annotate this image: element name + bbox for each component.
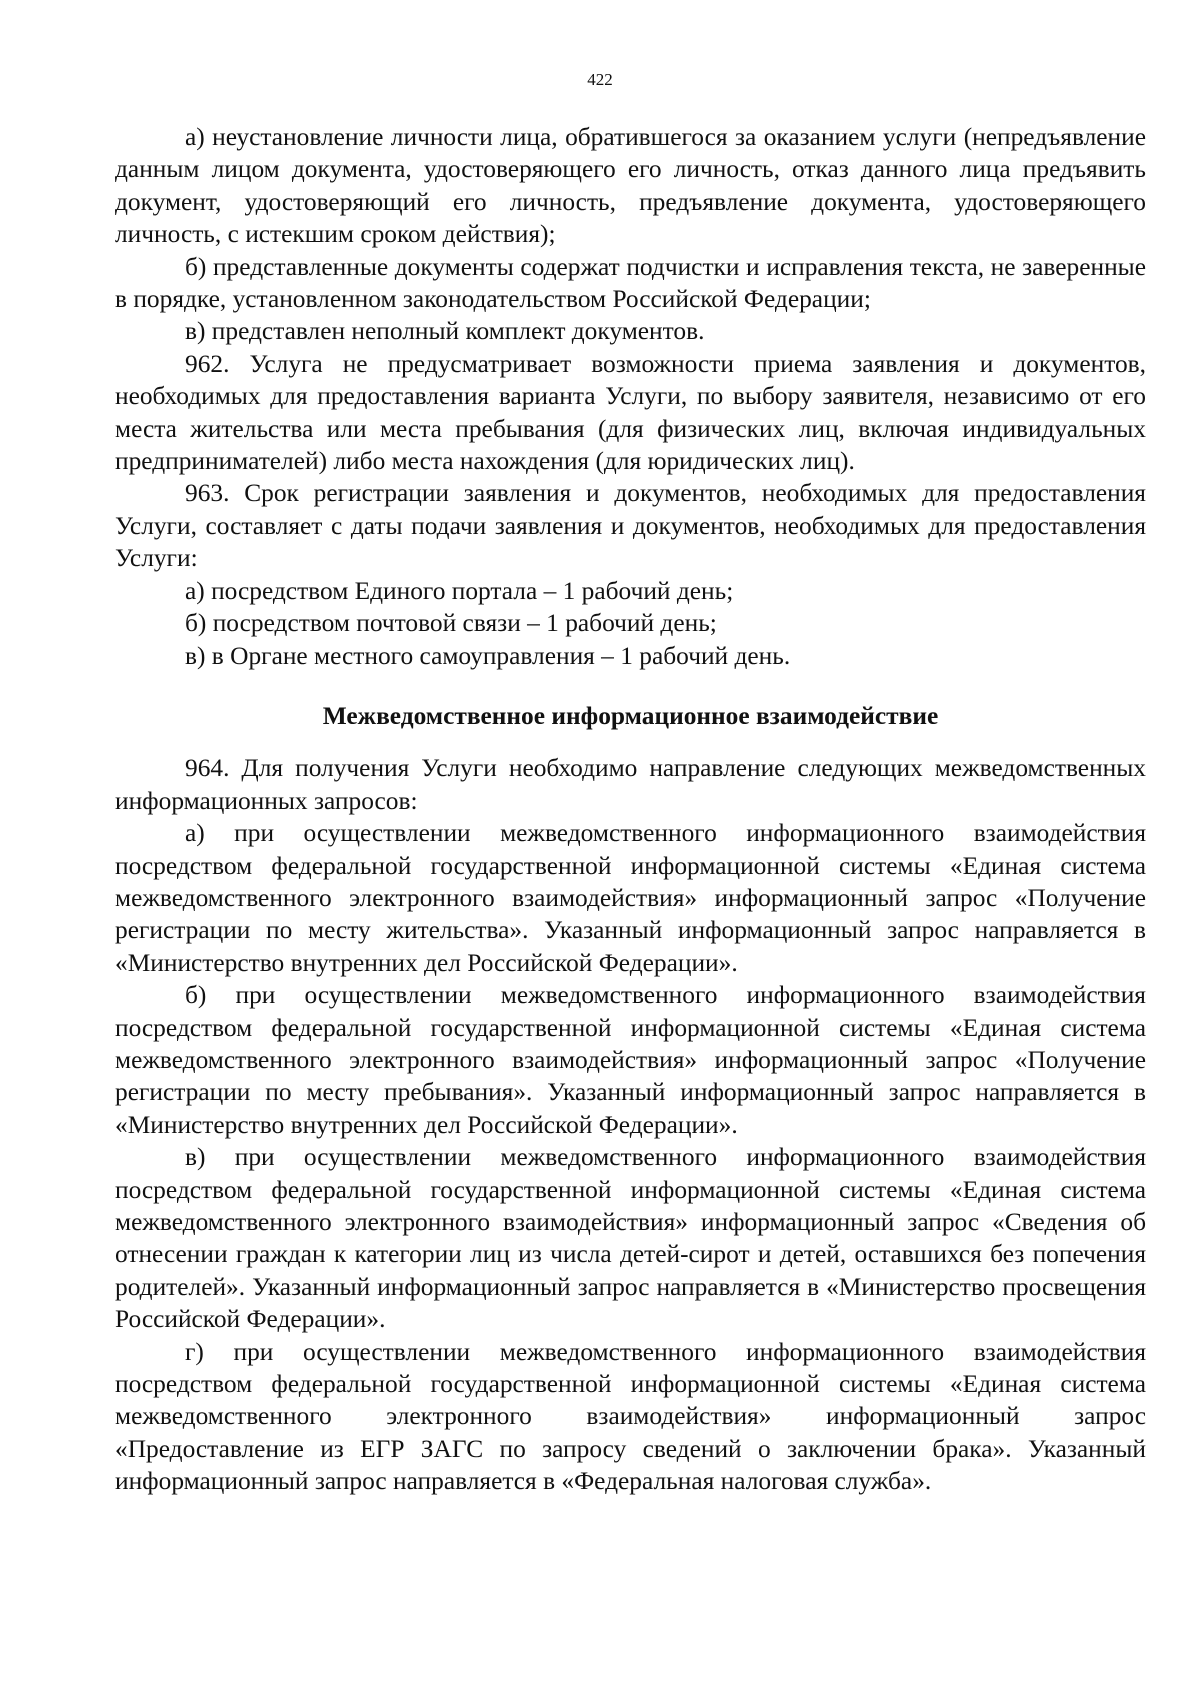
paragraph-item-a-identity: а) неустановление личности лица, обратившегося за оказанием услуги (непредъявление данным лицом документа, удостоверяющего его личность, отказ данного лица предъявить документ, удостоверяющий его личность, предъявление документа, удостоверяющего личность, с истекшим сроком действия); bbox=[115, 123, 1146, 249]
paragraph-964-item-c: в) при осуществлении межведомственного информационного взаимодействия посредством федеральной государственной информационной системы «Единая система межведомственного электронного взаимодействия» информационный запрос «Сведения об отнесении граждан к категории лиц из числа детей-сирот и детей, оставшихся без попечения родителей». Указанный информационный запрос направляется в «Министерство просвещения Российской Федерации». bbox=[115, 1143, 1146, 1334]
paragraph-962: 962. Услуга не предусматривает возможности приема заявления и документов, необходимых для предоставления варианта Услуги, по выбору заявителя, независимо от его места жительства или места пребывания (для физических лиц, включая индивидуальных предпринимателей) либо места нахождения (для юридических лиц). bbox=[115, 349, 1146, 476]
paragraph-item-b-corrections: б) представленные документы содержат подчистки и исправления текста, не заверенные в порядке, установленном законодательством Российской Федерации; bbox=[115, 252, 1146, 314]
page-number: 422 bbox=[587, 70, 613, 89]
paragraph-963-item-b: б) посредством почтовой связи – 1 рабочий день; bbox=[185, 609, 717, 638]
paragraph-964: 964. Для получения Услуги необходимо направление следующих межведомственных информационных запросов: bbox=[115, 754, 1146, 815]
section-heading: Межведомственное информационное взаимодействие bbox=[322, 701, 939, 730]
paragraph-963-item-c: в) в Органе местного самоуправления – 1 рабочий день. bbox=[185, 641, 791, 670]
paragraph-963: 963. Срок регистрации заявления и документов, необходимых для предоставления Услуги, составляет с даты подачи заявления и документов, необходимых для предоставления Услуги: bbox=[115, 479, 1146, 573]
paragraph-963-item-a: а) посредством Единого портала – 1 рабочий день; bbox=[185, 576, 734, 605]
paragraph-964-item-b: б) при осуществлении межведомственного информационного взаимодействия посредством федеральной государственной информационной системы «Единая система межведомственного электронного взаимодействия» информационный запрос «Получение регистрации по месту пребывания». Указанный информационный запрос направляется в «Министерство внутренних дел Российской Федерации». bbox=[115, 981, 1146, 1139]
paragraph-964-item-d: г) при осуществлении межведомственного информационного взаимодействия посредством федеральной государственной информационной системы «Единая система межведомственного электронного взаимодействия» информационный запрос «Предоставление из ЕГР ЗАГС по запросу сведений о заключении брака». Указанный информационный запрос направляется в «Федеральная налоговая служба». bbox=[115, 1337, 1146, 1496]
paragraph-item-c-incomplete: в) представлен неполный комплект документов. bbox=[185, 317, 705, 346]
paragraph-964-item-a: а) при осуществлении межведомственного информационного взаимодействия посредством федеральной государственной информационной системы «Единая система межведомственного электронного взаимодействия» информационный запрос «Получение регистрации по месту жительства». Указанный информационный запрос направляется в «Министерство внутренних дел Российской Федерации». bbox=[115, 819, 1146, 977]
document-body bbox=[115, 121, 1146, 1498]
